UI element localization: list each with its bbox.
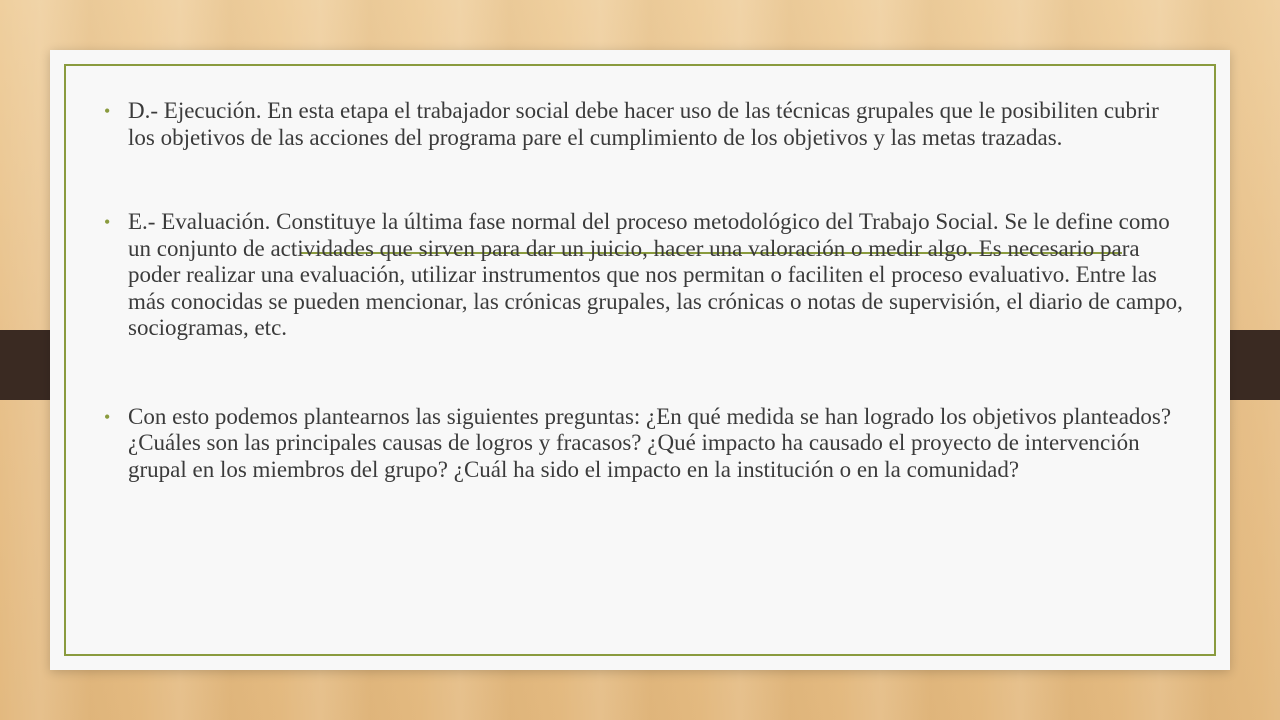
slide-card [50,50,1230,670]
bullet-text: D.- Ejecución. En esta etapa el trabajador social debe hacer uso de las técnicas grupales que le posibiliten cubrir los objetivos de las acciones del programa pare el cumplimiento de los objetivos y las metas trazadas. [128,98,1159,150]
bullet-text: Con esto podemos plantearnos las siguientes preguntas: ¿En qué medida se han logrado los objetivos planteados? ¿Cuáles son las principales causas de logros y fracasos? ¿Qué impacto ha causado el proyecto de intervención grupal en los miembros del grupo? ¿Cuál ha sido el impacto en la institución o en la comunidad? [128,403,1172,482]
bullet-dot-icon: • [104,101,111,121]
bullet-dot-icon: • [104,406,111,427]
bullet-item-preguntas [104,404,1184,484]
bullet-text: E.- Evaluación. Constituye la última fase normal del proceso metodológico del Trabajo Social. Se le define como un conjunto de actividades que sirven para dar un juicio, hacer una valoración o medir algo. Es necesario para poder realizar una evaluación, utilizar instrumentos que nos permitan o faciliten el proceso evaluativo. Entre las más conocidas se pueden mencionar, las crónicas grupales, las crónicas o notas de supervisión, el diario de campo, sociogramas, etc. [128,209,1183,340]
bullet-list [104,98,1184,541]
bullet-item-ejecucion [104,98,1184,151]
bullet-dot-icon: • [104,212,111,232]
bullet-item-evaluacion [104,209,1184,342]
